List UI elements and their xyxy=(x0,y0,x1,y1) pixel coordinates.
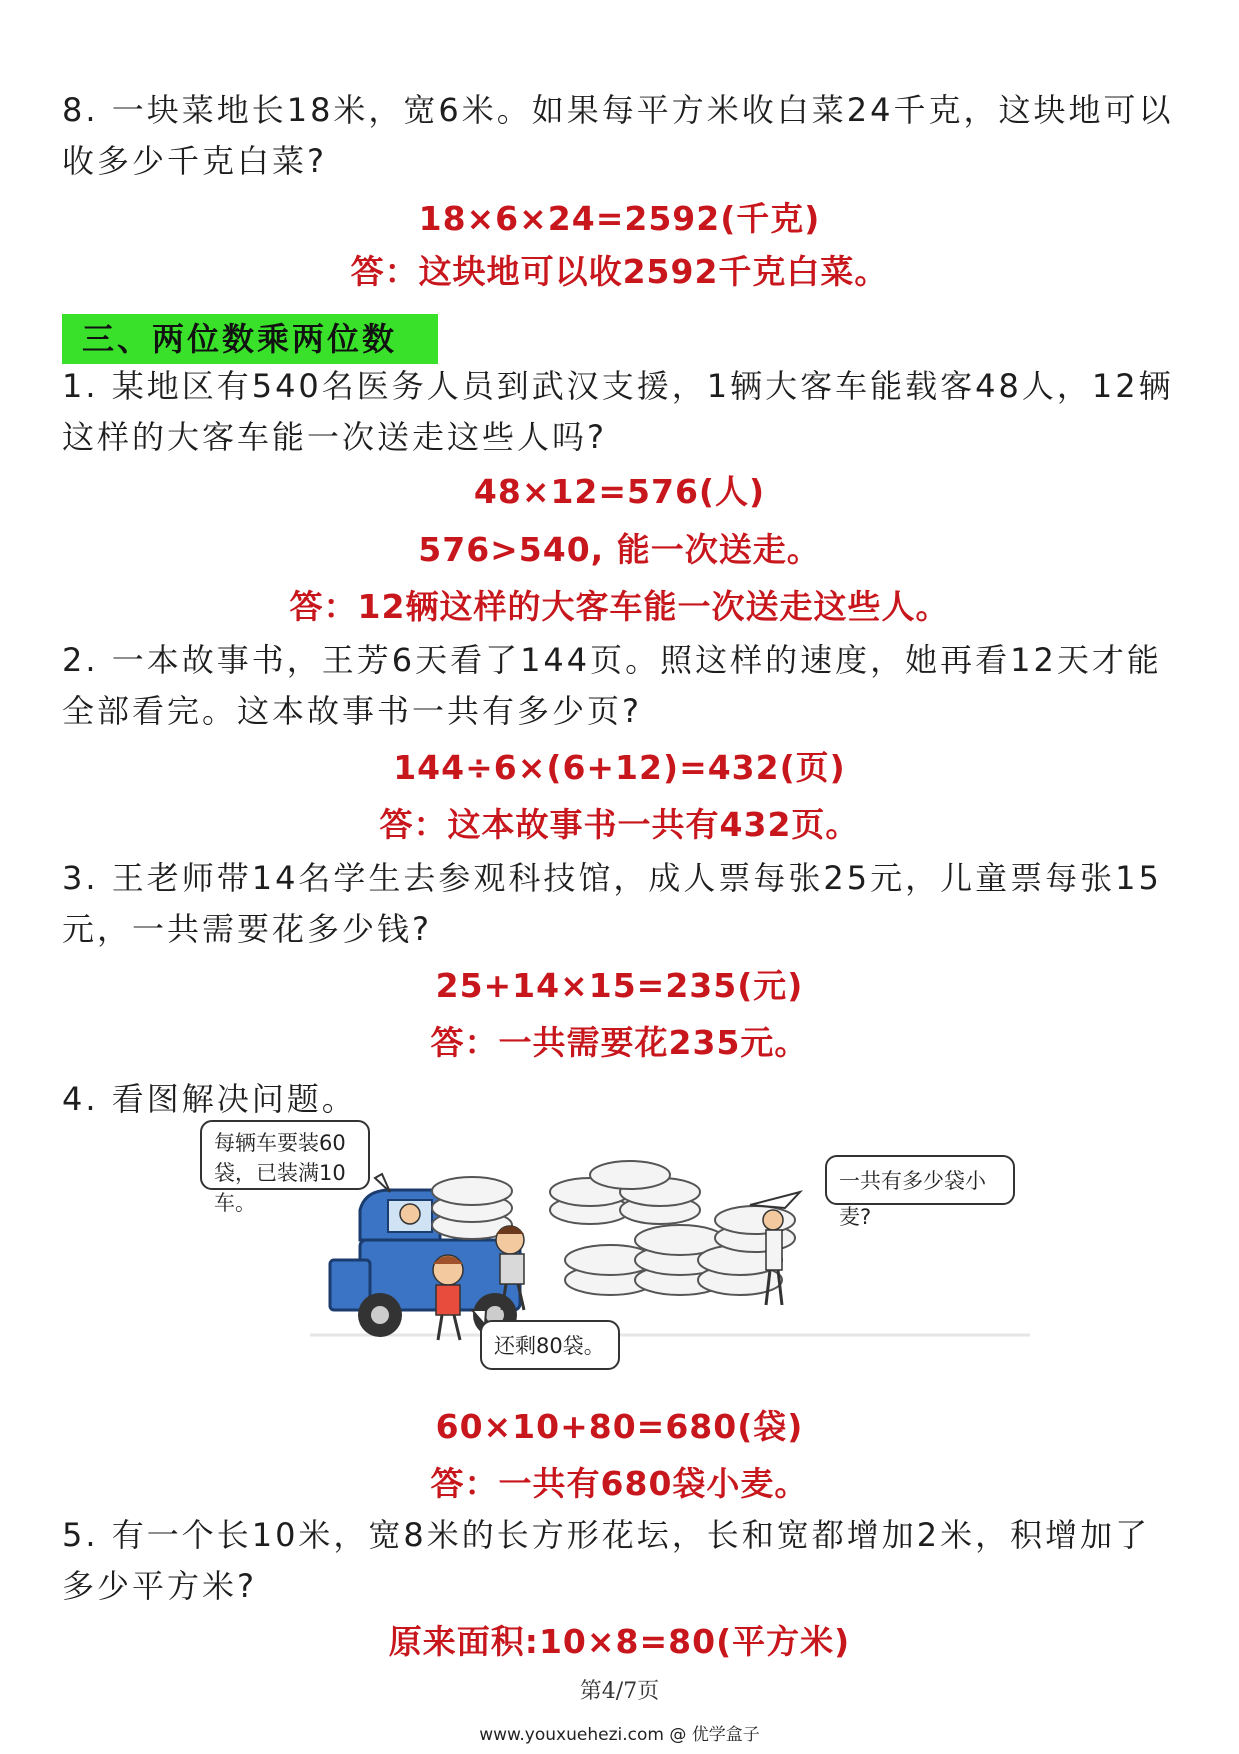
bubble-remaining: 还剩80袋。 xyxy=(480,1320,620,1370)
s3q2-answer: 答：这本故事书一共有432页。 xyxy=(379,805,860,844)
q8-equation: 18×6×24=2592(千克) xyxy=(418,199,821,238)
boy-figure xyxy=(433,1255,463,1340)
truck-graphic xyxy=(330,1177,520,1337)
section-title: 三、两位数乘两位数 xyxy=(62,314,438,364)
s3q1-answer: 答：12辆这样的大客车能一次送走这些人。 xyxy=(289,587,950,626)
question-s3-4: 4. 看图解决问题。 xyxy=(62,1080,357,1118)
s3q3-equation: 25+14×15=235(元) xyxy=(435,966,804,1005)
question-s3-2: 2. 一本故事书，王芳6天看了144页。照这样的速度，她再看12天才能全部看完。这本故事书一共有多少页? xyxy=(62,641,1162,730)
s3q4-answer: 答：一共有680袋小麦。 xyxy=(430,1464,809,1503)
s3q4-equation: 60×10+80=680(袋) xyxy=(435,1407,804,1446)
s3q1-comparison: 576>540, 能一次送走。 xyxy=(418,530,821,569)
footer-url: www.youxuehezi.com @ 优学盒子 xyxy=(479,1725,760,1745)
q8-answer: 答：这块地可以收2592千克白菜。 xyxy=(350,252,889,291)
bubble-truck: 每辆车要装60袋，已装满10车。 xyxy=(200,1120,370,1190)
sack-pile-graphic xyxy=(550,1161,795,1295)
wheat-illustration xyxy=(210,1130,1060,1380)
s3q2-equation: 144÷6×(6+12)=432(页) xyxy=(393,748,846,787)
bubble-question: 一共有多少袋小麦? xyxy=(825,1155,1015,1205)
question-s3-5: 5. 有一个长10米，宽8米的长方形花坛，长和宽都增加2米，积增加了多少平方米? xyxy=(62,1516,1151,1605)
page-number: 第4/7页 xyxy=(579,1679,660,1704)
s3q5-original-area: 原来面积:10×8=80(平方米) xyxy=(388,1622,851,1661)
s3q3-answer: 答：一共需要花235元。 xyxy=(430,1023,809,1062)
question-s3-1: 1. 某地区有540名医务人员到武汉支援，1辆大客车能载客48人，12辆这样的大客车能一次送走这些人吗? xyxy=(62,367,1174,456)
question-8: 8. 一块菜地长18米，宽6米。如果每平方米收白菜24千克，这块地可以收多少千克白菜? xyxy=(62,91,1174,180)
question-s3-3: 3. 王老师带14名学生去参观科技馆，成人票每张25元，儿童票每张15元，一共需要花多少钱? xyxy=(62,859,1162,948)
s3q1-equation: 48×12=576(人) xyxy=(473,472,766,511)
